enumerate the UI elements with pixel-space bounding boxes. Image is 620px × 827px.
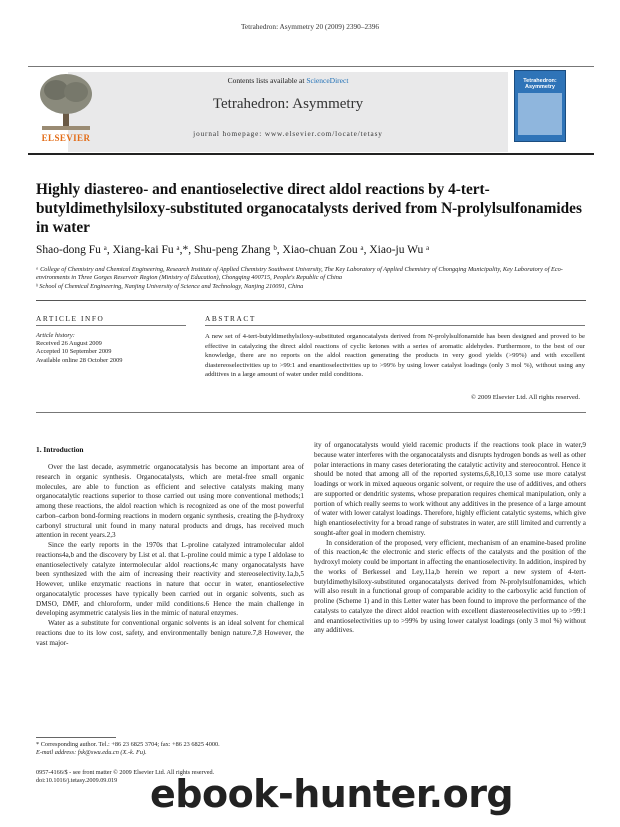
intro-paragraph: Over the last decade, asymmetric organocatalysis has become an important area of research in organic synthesis. Organocatalysts, which are metal-free small organic molecules, are able to function as efficient and selective catalysts making many organocatalytic reactions superior to those carried out using more conventional methods;1 among these reactions, the aldol reaction which is recognized as one of the most powerful carbon–carbon bond-forming reactions in modern organic synthesis, creating the β-hydroxy carbonyl structural unit found in many natural products and drugs, has received much attention in recent years.2,3 <box>36 463 304 540</box>
affiliation-b: ᵇ School of Chemical Engineering, Nanjing University of Science and Technology, Nanjing 210091, China <box>36 282 304 290</box>
footnote-rule <box>36 737 116 738</box>
article-title: Highly diastereo- and enantioselective direct aldol reactions by 4-tert-butyldimethylsiloxy-substituted organocatalysts derived from N-prolylsulfonamides in water <box>36 181 582 236</box>
abstract-text: A new set of 4-tert-butyldimethylsiloxy-substituted organocatalysts derived from N-prolylsulfonamide has been designed and proved to be effective in catalyzing the direct aldol reactions of cyclic ketones with a series of aromatic aldehydes. Furthermore, to the best of our knowledge, there are no reports on the aldol reaction generating the products in very good yields (>99%) and with excellent diastereoselectivities up to >99:1 and enantioselectivities up to >99% by using lower catalyst loadings (only 3 mol %), without using any additives in a large amount of water under mild conditions. <box>205 333 585 379</box>
sciencedirect-link[interactable]: ScienceDirect <box>306 76 349 85</box>
article-info-rule <box>36 325 186 326</box>
journal-cover-image <box>514 70 566 142</box>
section-divider <box>36 300 586 301</box>
article-info-heading: ARTICLE INFO <box>36 314 105 323</box>
cover-title: Tetrahedron: Asymmetry <box>523 78 557 90</box>
abstract-rule <box>205 325 585 326</box>
cover-graphic <box>518 93 562 135</box>
affiliations <box>36 266 596 291</box>
affiliation-a: ᵃ College of Chemistry and Chemical Engineering, Research Institute of Applied Chemistry Southwest University, The Key Laboratory of Applied Chemistry of Chongqing Municipality, Key Laboratory of Eco-environments in Three Gorges Reservoir Region (Ministry of Education), Chongqing 400715, People's Republic of China <box>36 266 563 282</box>
online-date: Available online 28 October 2009 <box>36 356 123 364</box>
journal-homepage[interactable]: journal homepage: www.elsevier.com/locate/tetasy <box>193 130 383 138</box>
body-column-left <box>36 463 304 648</box>
history-label: Article history: <box>36 332 75 339</box>
accepted-date: Accepted 10 September 2009 <box>36 348 112 356</box>
watermark-text: ebook-hunter.org <box>150 772 514 816</box>
issn-line: 0957-4166/$ - see front matter © 2009 Elsevier Ltd. All rights reserved. <box>36 769 215 776</box>
contents-line <box>68 76 508 85</box>
article-history <box>36 332 196 365</box>
introduction-heading: 1. Introduction <box>36 445 84 454</box>
intro-paragraph: In consideration of the proposed, very efficient, mechanism of an enamine-based proline of this reaction,4c the electronic and steric effects of the catalysts and the position of the hydroxyl moiety could be important in affecting the enantioselectivity. In addition, inspired by the works of Berkessel and Ley,11a,b herein we report a new system of 4-tert-butyldimethylsiloxy-substituted organocatalysts derived from N-prolylsulfonamides, which will also result in a functional group of comparable acidity to the carboxylic acid function of proline (Scheme 1) and in this Letter water has been found to improve the performance of the catalysts to catalyze the direct aldol reaction with excellent diastereoselectivities up to >99:1 and enantioselectivities up to >99% by using lower catalyst loadings (only 3 mol %) without any additives. <box>314 538 586 635</box>
intro-paragraph: Water as a substitute for conventional organic solvents is an ideal solvent for chemical reactions due to its low cost, safety, and environmentally benign nature.7,8 However, the vast major- <box>36 619 304 647</box>
body-column-right <box>314 441 586 636</box>
email-address[interactable]: E-mail address: fxk@swu.edu.cn (X.-k. Fu). <box>36 749 147 757</box>
intro-paragraph: ity of organocatalysts would yield racemic products if the reactions took place in water,9 because water interferes with the organocatalysts and disrupts hydrogen bonds as well as other polar interactions in many cases deteriorating the catalytic activity and stereocontrol. Hence it should be noted that among all of the reported systems,6,8,10,13 some use more catalyst loadings or work in mixed aqueous organic solvent, or require the use of additives, and others are supported or dendritic systems, whose preparation requires chemical manipulation, only a portion of which really seems to work without any additives in the presence of a large amount of water with lower catalyst loadings. Therefore, highly efficient catalytic systems, which give high enantioselectivity for a broad range of substrates in water, are still limited and currently a sought-after goal in modern chemistry. <box>314 441 586 537</box>
contents-prefix: Contents lists available at <box>227 76 307 85</box>
header-bottom-rule <box>28 153 594 155</box>
intro-paragraph: Since the early reports in the 1970s that L-proline catalyzed intramolecular aldol reactions4a,b and the discovery by List et al. that L-proline could mimic a type I aldolase to enantioselectively catalyze intermolecular aldol reactions,4c many organocatalysts have been synthesized with the aim of increasing their reactivity and stereoselectivity.1a,b,5 However, unlike enzymatic reactions in nature that occur in water, enantioselective organocatalytic processes have typically been carried out in organic solvents, such as DMSO, DMF, and chloroform, under mild conditions.6 Hence the main challenge in developing asymmetric catalysis lies in the mimic of natural enzymes. <box>36 541 304 618</box>
corresponding-author: * Corresponding author. Tel.: +86 23 6825 3704; fax: +86 23 6825 4000. <box>36 741 220 748</box>
header-top-rule <box>28 66 594 67</box>
journal-citation: Tetrahedron: Asymmetry 20 (2009) 2390–2396 <box>240 22 380 31</box>
doi-line[interactable]: doi:10.1016/j.tetasy.2009.09.019 <box>36 777 118 785</box>
abstract-heading: ABSTRACT <box>205 314 256 323</box>
author-list: Shao-dong Fu ᵃ, Xiang-kai Fu ᵃ,*, Shu-peng Zhang ᵇ, Xiao-chuan Zou ᵃ, Xiao-ju Wu ᵃ <box>36 244 430 256</box>
abstract-copyright: © 2009 Elsevier Ltd. All rights reserved. <box>470 394 580 401</box>
body-divider <box>36 412 586 413</box>
journal-name: Tetrahedron: Asymmetry <box>212 96 364 112</box>
publisher-name: ELSEVIER <box>41 133 91 143</box>
corresponding-footnote <box>36 741 306 757</box>
received-date: Received 26 August 2009 <box>36 340 102 348</box>
